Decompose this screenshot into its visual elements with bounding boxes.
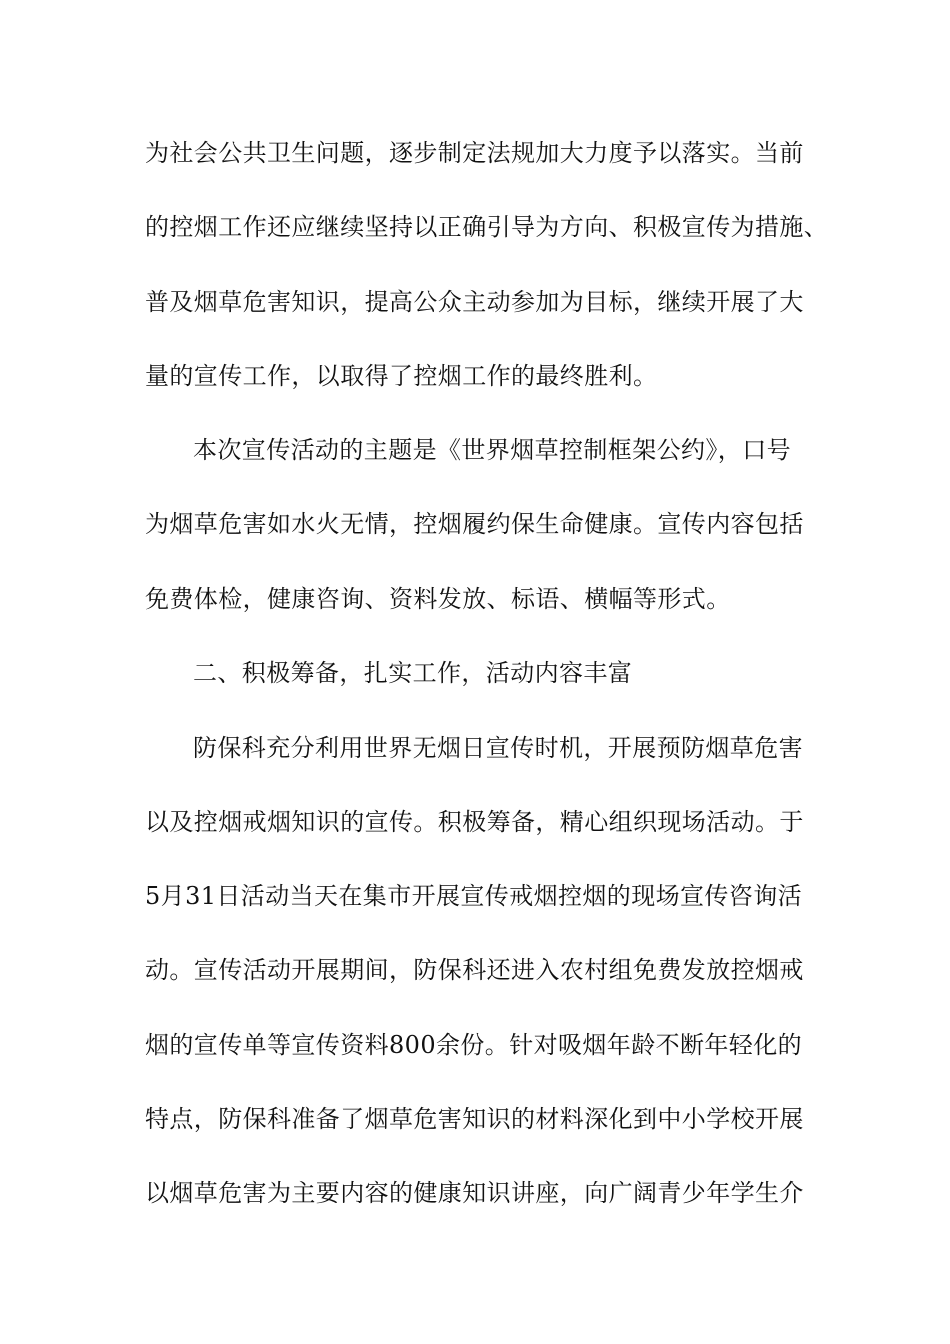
text-line: 以及控烟戒烟知识的宣传。积极筹备，精心组织现场活动。于 xyxy=(145,808,804,836)
text-line: 的控烟工作还应继续坚持以正确引导为方向、积极宣传为措施、 xyxy=(145,213,829,241)
text-line: 以烟草危害为主要内容的健康知识讲座，向广阔青少年学生介 xyxy=(145,1179,804,1207)
text-line: 5月31日活动当天在集市开展宣传戒烟控烟的现场宣传咨询活 xyxy=(145,882,803,910)
text-line: 特点，防保科准备了烟草危害知识的材料深化到中小学校开展 xyxy=(145,1105,804,1133)
text-line: 为烟草危害如水火无情，控烟履约保生命健康。宣传内容包括 xyxy=(145,510,804,538)
text-line: 免费体检，健康咨询、资料发放、标语、横幅等形式。 xyxy=(145,585,731,613)
text-line: 动。宣传活动开展期间，防保科还进入农村组免费发放控烟戒 xyxy=(145,956,804,984)
text-line: 烟的宣传单等宣传资料800余份。针对吸烟年龄不断年轻化的 xyxy=(145,1031,803,1059)
section-heading: 二、积极筹备，扎实工作，活动内容丰富 xyxy=(193,659,633,687)
text-line: 为社会公共卫生问题，逐步制定法规加大力度予以落实。当前 xyxy=(145,139,804,167)
text-line: 普及烟草危害知识，提高公众主动参加为目标，继续开展了大 xyxy=(145,288,804,316)
paragraph-first-line: 本次宣传活动的主题是《世界烟草控制框架公约》，口号 xyxy=(193,436,791,464)
text-line: 量的宣传工作，以取得了控烟工作的最终胜利。 xyxy=(145,362,658,390)
paragraph-first-line: 防保科充分利用世界无烟日宣传时机，开展预防烟草危害 xyxy=(193,734,803,762)
